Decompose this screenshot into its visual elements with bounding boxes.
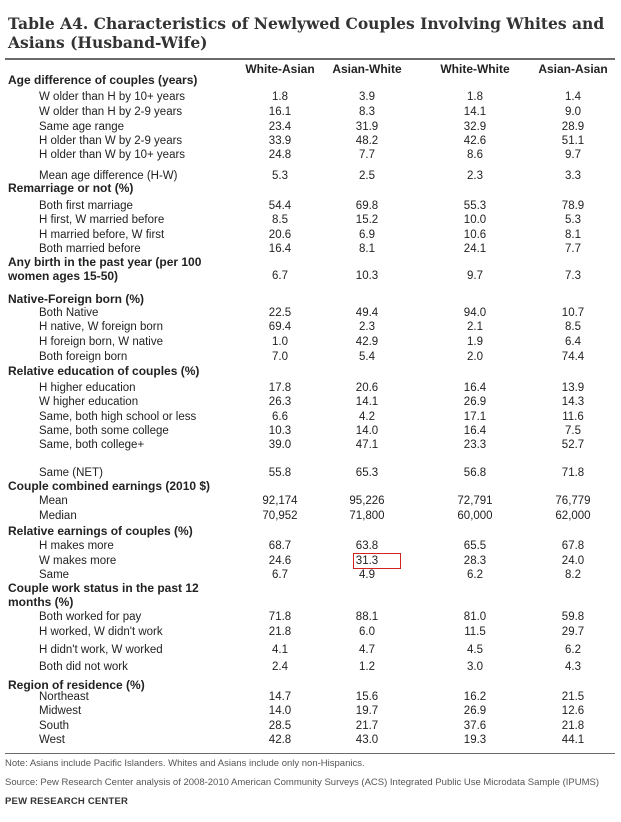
row-label: H didn't work, W worked <box>39 644 163 656</box>
section-heading <box>0 479 621 493</box>
cell-value: 10.3 <box>268 425 292 437</box>
cell-value: 14.1 <box>355 396 379 408</box>
cell-value: 16.4 <box>268 243 292 255</box>
cell-value: 7.7 <box>565 243 581 255</box>
cell-value: 59.8 <box>561 611 585 623</box>
row-label: H older than W by 10+ years <box>39 149 186 161</box>
cell-value: 54.4 <box>268 200 292 212</box>
table-row <box>0 320 621 334</box>
table-row <box>0 438 621 452</box>
cell-value: 1.8 <box>467 91 483 103</box>
table-row <box>0 269 621 283</box>
cell-value: 47.1 <box>355 439 379 451</box>
cell-value: 70,952 <box>262 510 298 522</box>
section-heading <box>0 364 621 378</box>
cell-value: 60,000 <box>457 510 493 522</box>
table-row <box>0 350 621 364</box>
table-title <box>8 14 608 52</box>
cell-value: 22.5 <box>268 307 292 319</box>
cell-value: 6.0 <box>359 626 375 638</box>
table-row <box>0 554 621 568</box>
cell-value: 2.3 <box>359 321 375 333</box>
cell-value: 1.8 <box>272 91 288 103</box>
row-label: Both worked for pay <box>39 611 142 623</box>
section-heading <box>0 595 621 609</box>
cell-value: 72,791 <box>457 495 493 507</box>
cell-value: 39.0 <box>268 439 292 451</box>
cell-value: 14.0 <box>268 705 292 717</box>
table-row <box>0 625 621 639</box>
section-heading <box>0 581 621 595</box>
cell-value: 16.1 <box>268 106 292 118</box>
cell-value: 42.6 <box>463 135 487 147</box>
cell-value: 6.7 <box>272 569 288 581</box>
row-label: H foreign born, W native <box>39 336 164 348</box>
row-label: Both foreign born <box>39 351 128 363</box>
cell-value: 23.4 <box>268 121 292 133</box>
table-row <box>0 733 621 747</box>
row-label: H first, W married before <box>39 214 165 226</box>
section-heading <box>0 181 621 195</box>
cell-value: 31.9 <box>355 121 379 133</box>
cell-value: 4.5 <box>467 644 483 656</box>
row-label: Both Native <box>39 307 99 319</box>
row-label: Median <box>39 510 77 522</box>
cell-value: 2.4 <box>272 661 288 673</box>
cell-value: 5.3 <box>272 170 288 182</box>
cell-value: 71.8 <box>268 611 292 623</box>
row-label: West <box>39 734 65 746</box>
cell-value: 10.7 <box>561 307 585 319</box>
header-white-white: White-White <box>440 62 510 76</box>
table-note: Note: Asians include Pacific Islanders. Whites and Asians include only non-Hispanics. <box>5 758 365 769</box>
cell-value: 10.0 <box>463 214 487 226</box>
cell-value: 81.0 <box>463 611 487 623</box>
cell-value: 16.4 <box>463 382 487 394</box>
header-asian-asian: Asian-Asian <box>538 62 608 76</box>
section-heading-label: Relative education of couples (%) <box>8 364 200 378</box>
source-note: Source: Pew Research Center analysis of 2008-2010 American Community Surveys (ACS) Integrated Public Use Microdata Sample (IPUMS) <box>5 777 600 788</box>
title-line-1: Table A4. Characteristics of Newlywed Couples Involving Whites and <box>8 14 605 33</box>
cell-value: 8.3 <box>359 106 375 118</box>
header-asian-white: Asian-White <box>332 62 402 76</box>
row-label: Both first marriage <box>39 200 133 212</box>
cell-value: 6.2 <box>467 569 483 581</box>
row-label: H higher education <box>39 382 136 394</box>
cell-value: 56.8 <box>463 467 487 479</box>
cell-value: 11.5 <box>464 626 486 638</box>
cell-value: 1.0 <box>272 336 288 348</box>
highlight-box <box>353 553 401 569</box>
section-heading-label: Couple work status in the past 12 <box>8 581 199 595</box>
cell-value: 21.5 <box>561 691 585 703</box>
cell-value: 49.4 <box>355 307 379 319</box>
cell-value: 16.4 <box>463 425 487 437</box>
cell-value: 67.8 <box>561 540 585 552</box>
table-row <box>0 410 621 424</box>
cell-value: 7.0 <box>272 351 288 363</box>
cell-value: 28.9 <box>561 121 585 133</box>
cell-value: 31.3 <box>355 555 379 567</box>
row-label: Same <box>39 569 70 581</box>
cell-value: 63.8 <box>355 540 379 552</box>
cell-value: 19.3 <box>463 734 487 746</box>
cell-value: 14.3 <box>561 396 585 408</box>
table-row <box>0 690 621 704</box>
cell-value: 51.1 <box>561 135 585 147</box>
cell-value: 42.9 <box>355 336 379 348</box>
row-label: H married before, W first <box>39 229 165 241</box>
cell-value: 29.7 <box>561 626 585 638</box>
cell-value: 8.2 <box>565 569 581 581</box>
cell-value: 28.5 <box>268 720 292 732</box>
row-label: Same age range <box>39 121 125 133</box>
cell-value: 24.0 <box>561 555 585 567</box>
table-row <box>0 199 621 213</box>
cell-value: 95,226 <box>349 495 385 507</box>
section-heading-label: Couple combined earnings (2010 $) <box>8 479 211 493</box>
row-label: Mean age difference (H-W) <box>39 170 178 182</box>
cell-value: 52.7 <box>561 439 585 451</box>
cell-value: 3.0 <box>467 661 483 673</box>
cell-value: 2.1 <box>467 321 483 333</box>
cell-value: 69.4 <box>268 321 292 333</box>
bottom-rule <box>5 753 615 754</box>
cell-value: 7.3 <box>565 270 581 282</box>
table-row <box>0 242 621 256</box>
cell-value: 55.3 <box>463 200 487 212</box>
cell-value: 94.0 <box>463 307 487 319</box>
table-row <box>0 719 621 733</box>
cell-value: 10.3 <box>355 270 379 282</box>
row-label: H makes more <box>39 540 114 552</box>
cell-value: 71,800 <box>349 510 385 522</box>
cell-value: 20.6 <box>268 229 292 241</box>
cell-value: 14.7 <box>268 691 292 703</box>
table-row <box>0 335 621 349</box>
cell-value: 23.3 <box>463 439 487 451</box>
cell-value: 6.4 <box>565 336 581 348</box>
cell-value: 44.1 <box>561 734 585 746</box>
section-heading-label: Remarriage or not (%) <box>8 181 134 195</box>
cell-value: 4.1 <box>272 644 288 656</box>
cell-value: 24.6 <box>268 555 292 567</box>
cell-value: 69.8 <box>355 200 379 212</box>
cell-value: 62,000 <box>555 510 591 522</box>
cell-value: 4.7 <box>359 644 375 656</box>
cell-value: 24.1 <box>463 243 487 255</box>
table-row <box>0 395 621 409</box>
section-heading-label: Region of residence (%) <box>8 678 145 692</box>
cell-value: 15.6 <box>355 691 379 703</box>
cell-value: 8.1 <box>565 229 581 241</box>
cell-value: 32.9 <box>463 121 487 133</box>
cell-value: 6.7 <box>272 270 288 282</box>
cell-value: 6.9 <box>359 229 375 241</box>
table-row <box>0 643 621 657</box>
cell-value: 65.3 <box>355 467 379 479</box>
row-label: H native, W foreign born <box>39 321 164 333</box>
cell-value: 15.2 <box>355 214 379 226</box>
cell-value: 20.6 <box>355 382 379 394</box>
table-row <box>0 568 621 582</box>
row-label: Mean <box>39 495 68 507</box>
section-heading-label: Relative earnings of couples (%) <box>8 524 193 538</box>
row-label: Same, both high school or less <box>39 411 197 423</box>
cell-value: 3.3 <box>565 170 581 182</box>
cell-value: 9.7 <box>467 270 483 282</box>
org-name: PEW RESEARCH CENTER <box>5 796 129 807</box>
row-label: W higher education <box>39 396 139 408</box>
table-row <box>0 306 621 320</box>
cell-value: 7.5 <box>565 425 581 437</box>
section-heading-label: months (%) <box>8 595 74 609</box>
row-label: Same (NET) <box>39 467 103 479</box>
cell-value: 9.0 <box>565 106 581 118</box>
row-label: Both did not work <box>39 661 128 673</box>
cell-value: 5.4 <box>359 351 375 363</box>
cell-value: 26.3 <box>268 396 292 408</box>
cell-value: 12.6 <box>561 705 585 717</box>
table-row <box>0 90 621 104</box>
cell-value: 8.5 <box>272 214 288 226</box>
row-label: Northeast <box>39 691 89 703</box>
section-heading-label: women ages 15-50) <box>8 269 119 283</box>
cell-value: 43.0 <box>355 734 379 746</box>
section-heading <box>0 292 621 306</box>
cell-value: 9.7 <box>565 149 581 161</box>
cell-value: 16.2 <box>463 691 487 703</box>
table-row <box>0 509 621 523</box>
cell-value: 5.3 <box>565 214 581 226</box>
cell-value: 42.8 <box>268 734 292 746</box>
row-label: H older than W by 2-9 years <box>39 135 183 147</box>
table-row <box>0 539 621 553</box>
table-row <box>0 610 621 624</box>
row-label: W older than H by 2-9 years <box>39 106 183 118</box>
cell-value: 4.9 <box>359 569 375 581</box>
table-row <box>0 466 621 480</box>
cell-value: 21.8 <box>268 626 292 638</box>
cell-value: 28.3 <box>463 555 487 567</box>
cell-value: 55.8 <box>268 467 292 479</box>
table-row <box>0 213 621 227</box>
cell-value: 68.7 <box>268 540 292 552</box>
cell-value: 65.5 <box>463 540 487 552</box>
cell-value: 14.1 <box>463 106 487 118</box>
cell-value: 3.9 <box>359 91 375 103</box>
cell-value: 21.8 <box>561 720 585 732</box>
cell-value: 6.2 <box>565 644 581 656</box>
cell-value: 33.9 <box>268 135 292 147</box>
cell-value: 13.9 <box>561 382 585 394</box>
cell-value: 88.1 <box>355 611 379 623</box>
cell-value: 1.4 <box>565 91 581 103</box>
section-heading-label: Age difference of couples (years) <box>8 73 198 87</box>
cell-value: 74.4 <box>561 351 585 363</box>
cell-value: 26.9 <box>463 396 487 408</box>
table-row <box>0 120 621 134</box>
row-label: Same, both some college <box>39 425 169 437</box>
table-row <box>0 148 621 162</box>
section-heading <box>0 255 621 269</box>
table-row <box>0 228 621 242</box>
cell-value: 14.0 <box>355 425 379 437</box>
row-label: W makes more <box>39 555 117 567</box>
cell-value: 26.9 <box>463 705 487 717</box>
cell-value: 7.7 <box>359 149 375 161</box>
row-label: H worked, W didn't work <box>39 626 163 638</box>
row-label: W older than H by 10+ years <box>39 91 186 103</box>
cell-value: 1.2 <box>359 661 375 673</box>
cell-value: 2.3 <box>467 170 483 182</box>
cell-value: 24.8 <box>268 149 292 161</box>
row-label: South <box>39 720 70 732</box>
cell-value: 11.6 <box>562 411 584 423</box>
cell-value: 21.7 <box>355 720 379 732</box>
table-row <box>0 494 621 508</box>
cell-value: 4.2 <box>359 411 375 423</box>
cell-value: 48.2 <box>355 135 379 147</box>
cell-value: 17.8 <box>268 382 292 394</box>
cell-value: 76,779 <box>555 495 591 507</box>
top-rule <box>5 58 615 60</box>
table-row <box>0 704 621 718</box>
header-white-asian: White-Asian <box>245 62 315 76</box>
section-heading <box>0 73 621 87</box>
cell-value: 17.1 <box>463 411 487 423</box>
row-label: Both married before <box>39 243 141 255</box>
table-row <box>0 134 621 148</box>
row-label: Midwest <box>39 705 82 717</box>
cell-value: 71.8 <box>561 467 585 479</box>
table-row <box>0 424 621 438</box>
section-heading <box>0 524 621 538</box>
row-label: Same, both college+ <box>39 439 145 451</box>
cell-value: 19.7 <box>355 705 379 717</box>
cell-value: 10.6 <box>463 229 487 241</box>
table-row <box>0 660 621 674</box>
table-row <box>0 105 621 119</box>
cell-value: 6.6 <box>272 411 288 423</box>
cell-value: 8.6 <box>467 149 483 161</box>
cell-value: 2.0 <box>467 351 483 363</box>
title-line-2: Asians (Husband-Wife) <box>8 33 208 52</box>
cell-value: 4.3 <box>565 661 581 673</box>
section-heading-label: Native-Foreign born (%) <box>8 292 145 306</box>
section-heading-label: Any birth in the past year (per 100 <box>8 255 202 269</box>
cell-value: 2.5 <box>359 170 375 182</box>
cell-value: 92,174 <box>262 495 298 507</box>
cell-value: 8.5 <box>565 321 581 333</box>
cell-value: 8.1 <box>359 243 375 255</box>
table-row <box>0 381 621 395</box>
cell-value: 37.6 <box>463 720 487 732</box>
cell-value: 78.9 <box>561 200 585 212</box>
cell-value: 1.9 <box>467 336 483 348</box>
